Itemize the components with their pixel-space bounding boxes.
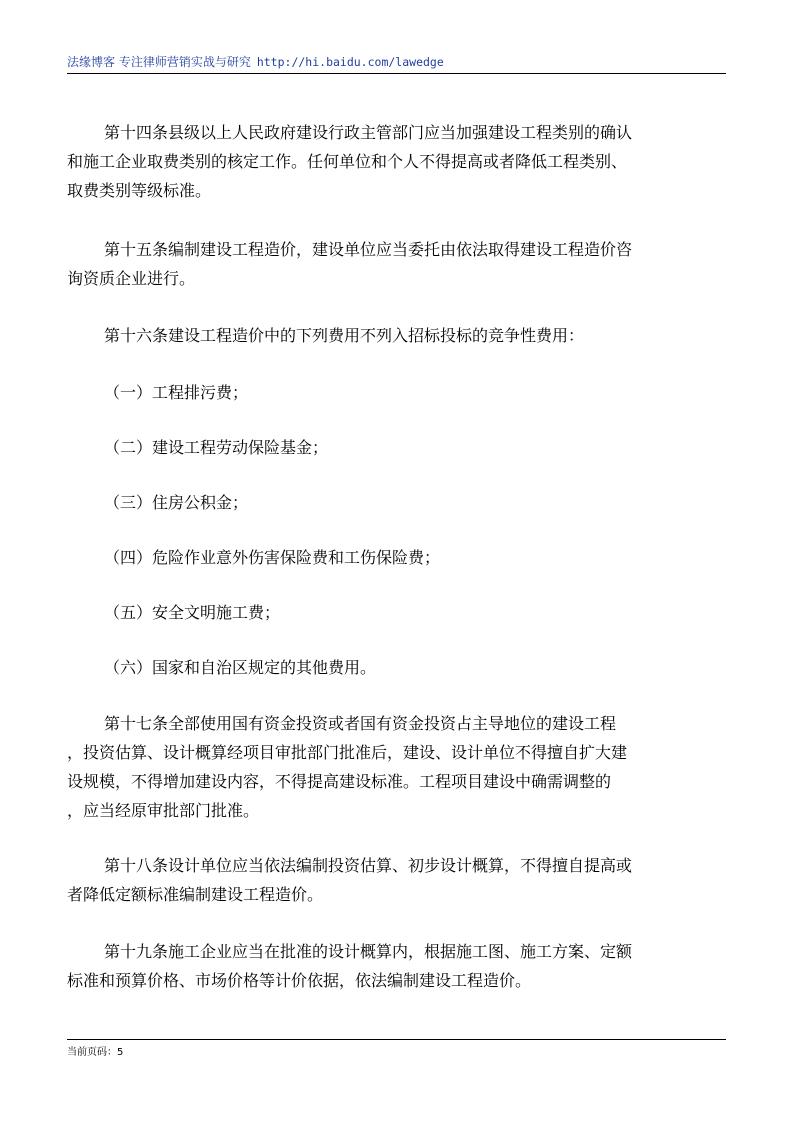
list-item-3 [67,488,727,517]
text-line: （六）国家和自治区规定的其他费用。 [104,658,377,677]
text-line: 取费类别等级标准。 [67,181,212,200]
text-line: 标准和预算价格、市场价格等计价依据，依法编制建设工程造价。 [67,971,532,990]
text-line: 设规模，不得增加建设内容，不得提高建设标准。工程项目建设中确需调整的 [67,772,612,791]
text-line: 第十四条县级以上人民政府建设行政主管部门应当加强建设工程类别的确认 [104,123,633,142]
page-header [67,53,726,74]
article-15 [67,235,727,293]
text-line: （一）工程排污费； [104,383,249,402]
text-line: （二）建设工程劳动保险基金； [104,438,329,457]
text-line: （三）住房公积金； [104,493,249,512]
list-item-1 [67,378,727,407]
text-line: （五）安全文明施工费； [104,603,281,622]
list-item-5 [67,598,727,627]
article-18 [67,851,727,909]
text-line: ，应当经原审批部门批准。 [67,801,260,820]
text-line: ，投资估算、设计概算经项目审批部门批准后，建设、设计单位不得擅自扩大建 [67,743,628,762]
text-line: 第十五条编制建设工程造价，建设单位应当委托由依法取得建设工程造价咨 [104,240,633,259]
text-line: 询资质企业进行。 [67,269,196,288]
text-line: 第十六条建设工程造价中的下列费用不列入招标投标的竞争性费用： [104,326,585,345]
text-line: 第十九条施工企业应当在批准的设计概算内，根据施工图、施工方案、定额 [104,942,633,961]
article-14 [67,118,727,205]
text-line: 者降低定额标准编制建设工程造价。 [67,885,324,904]
list-item-6 [67,653,727,682]
blog-title: 法缘博客 专注律师营销实战与研究 [67,55,251,69]
article-17 [67,709,727,825]
list-item-4 [67,543,727,572]
article-16 [67,321,727,350]
text-line: 第十七条全部使用国有资金投资或者国有资金投资占主导地位的建设工程 [104,714,617,733]
text-line: 和施工企业取费类别的核定工作。任何单位和个人不得提高或者降低工程类别、 [67,152,628,171]
text-line: （四）危险作业意外伤害保险费和工伤保险费； [104,548,441,567]
blog-url[interactable]: http://hi.baidu.com/lawedge [256,55,444,69]
page-number: 当前页码：5 [67,1047,124,1058]
footer-divider [67,1039,726,1040]
text-line: 第十八条设计单位应当依法编制投资估算、初步设计概算，不得擅自提高或 [104,856,633,875]
article-19 [67,937,727,995]
list-item-2 [67,433,727,462]
